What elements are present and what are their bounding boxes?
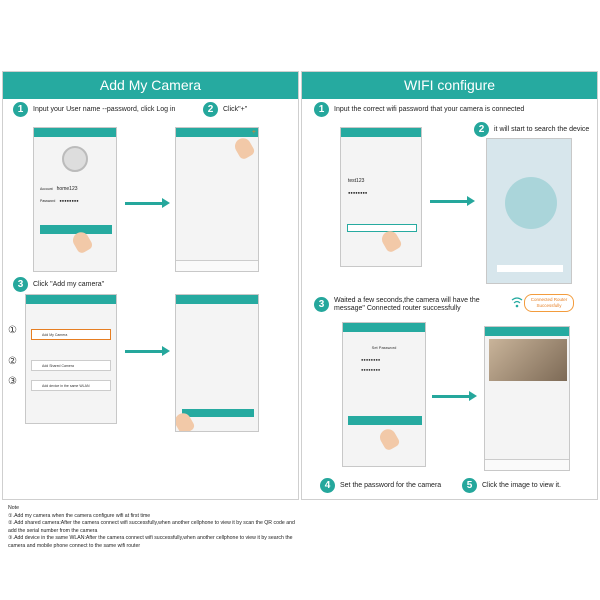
setup-instructions-screen xyxy=(175,294,259,432)
phone-header xyxy=(26,295,116,304)
wifi-ssid-field[interactable]: test123 xyxy=(348,178,365,184)
step-number: 4 xyxy=(320,478,335,493)
step-text: it will start to search the device xyxy=(494,126,590,133)
phone-header xyxy=(176,128,258,137)
right-step-2 xyxy=(474,122,589,137)
next-button[interactable] xyxy=(182,409,254,417)
left-step-2 xyxy=(203,102,247,117)
progress-bar xyxy=(497,265,563,272)
wifi-icon xyxy=(510,297,523,310)
new-password-field[interactable]: ●●●●●●●● xyxy=(361,357,381,362)
phone-header xyxy=(341,128,421,137)
camera-thumbnail[interactable] xyxy=(489,339,567,381)
tab-bar xyxy=(176,260,258,271)
right-step-4 xyxy=(320,478,441,493)
pointing-hand-icon xyxy=(379,228,403,253)
password-row[interactable]: Password ●●●●●●●● xyxy=(40,198,79,203)
add-menu-screen xyxy=(25,294,117,424)
set-password-title: Set Password xyxy=(371,345,397,350)
step-number: 3 xyxy=(314,297,329,312)
wifi-configure-title: WIFI configure xyxy=(302,72,597,99)
add-my-camera-item[interactable]: Add My Camera xyxy=(31,329,111,340)
step-text: Input the correct wifi password that your camera is connected xyxy=(334,106,525,113)
left-step-3 xyxy=(13,277,104,292)
step-number: 1 xyxy=(314,102,329,117)
step-text: Click the image to view it. xyxy=(482,482,561,489)
plus-icon[interactable]: + xyxy=(251,129,256,136)
step-number: 5 xyxy=(462,478,477,493)
phone-header xyxy=(343,323,425,332)
phone-header xyxy=(176,295,258,304)
arrow-right-icon xyxy=(125,202,163,205)
login-phone-screen xyxy=(33,127,117,272)
confirm-button[interactable] xyxy=(348,416,422,425)
connected-router-bubble: Connected Router Successfully xyxy=(524,294,574,312)
step-number: 1 xyxy=(13,102,28,117)
add-camera-panel xyxy=(2,71,299,549)
phone-header xyxy=(34,128,116,137)
confirm-password-field[interactable]: ●●●●●●●● xyxy=(361,367,381,372)
wifi-input-screen xyxy=(340,127,422,267)
wifi-configure-panel xyxy=(301,71,598,500)
step-number: 2 xyxy=(203,102,218,117)
step-text: Click "Add my camera" xyxy=(33,281,105,288)
search-radar-icon xyxy=(505,177,557,229)
right-step-5 xyxy=(462,478,561,493)
marker-1: ① xyxy=(8,325,17,336)
step-text: Waited a few seconds,the camera will have the message" Connected router successfully xyxy=(334,297,480,312)
add-shared-camera-item[interactable]: Add Shared Camera xyxy=(31,360,111,371)
camera-logo-icon xyxy=(62,146,88,172)
arrow-right-icon xyxy=(430,200,468,203)
step-number: 2 xyxy=(474,122,489,137)
phone-header xyxy=(485,327,569,336)
marker-2: ② xyxy=(8,356,17,367)
step-text: Click"+" xyxy=(223,106,248,113)
step-text: Input your User name --password, click Log in xyxy=(33,106,176,113)
tab-bar xyxy=(485,459,569,470)
right-step-3 xyxy=(314,297,494,313)
left-step-1 xyxy=(13,102,175,117)
arrow-right-icon xyxy=(125,350,163,353)
note-line: ③.Add device in the same WLAN:After the camera connect wifi successfully,when another cellphone to view it by search the camera and mobile phone connect to the same wifi router xyxy=(8,535,293,549)
add-camera-title: Add My Camera xyxy=(3,72,298,99)
add-same-wlan-item[interactable]: Add device in the same WLAN xyxy=(31,380,111,391)
account-row[interactable]: Account home123 xyxy=(40,186,78,192)
searching-screen xyxy=(486,138,572,284)
marker-3: ③ xyxy=(8,376,17,387)
pointing-hand-icon xyxy=(377,426,401,451)
note-line: ②.Add shared camera:After the camera connect wifi successfully,when another cellphone to view it by scan the QR code and add the serial number from the camera xyxy=(8,520,295,534)
wifi-password-field[interactable]: ●●●●●●●● xyxy=(348,190,368,195)
step-number: 3 xyxy=(13,277,28,292)
note-section xyxy=(8,505,303,550)
connect-button[interactable] xyxy=(347,224,417,232)
camera-view-screen xyxy=(484,326,570,471)
arrow-right-icon xyxy=(432,395,470,398)
note-line: ①.Add my camera when the camera configure wifi at first time xyxy=(8,512,151,519)
set-password-screen xyxy=(342,322,426,467)
camera-list-screen xyxy=(175,127,259,272)
step-text: Set the password for the camera xyxy=(340,482,442,489)
right-step-1 xyxy=(314,102,524,117)
note-title: Note xyxy=(8,505,19,511)
pointing-hand-icon xyxy=(232,135,256,160)
